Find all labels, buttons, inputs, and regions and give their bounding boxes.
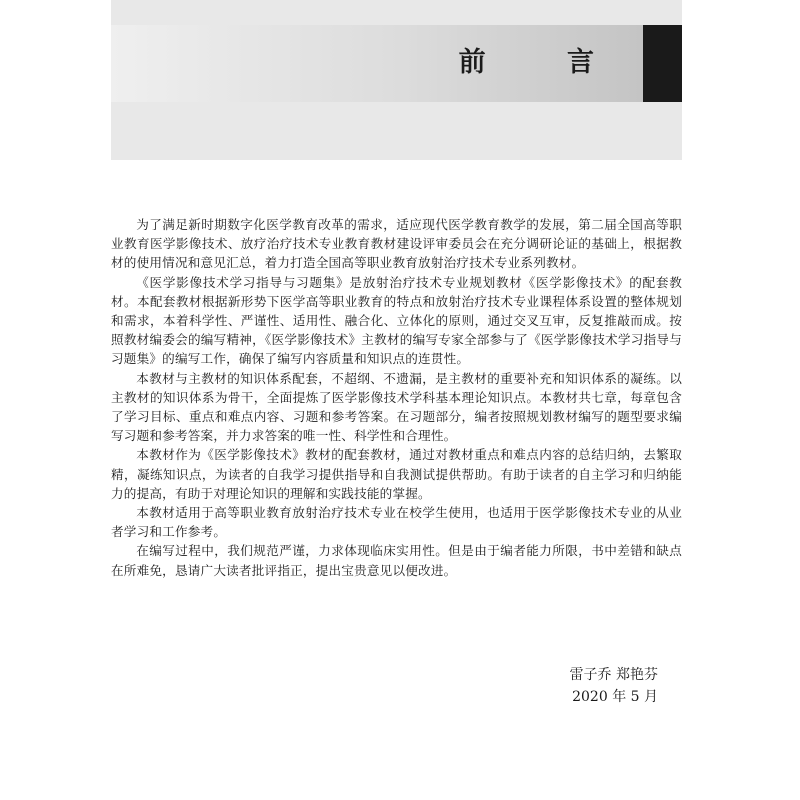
paragraph-2: 《医学影像技术学习指导与习题集》是放射治疗技术专业规划教材《医学影像技术》的配套教材。本配套教材根据新形势下医学高等职业教育的特点和放射治疗技术专业课程体系设置的整体规划和需求，本着科学性、严谨性、适用性、融合化、立体化的原则，通过交叉互审，反复推敲而成。按照教材编委会的编写精神，《医学影像技术》主教材的编写专家全部参与了《医学影像技术学习指导与习题集》的编写工作，确保了编写内容质量和知识点的连贯性。 — [111, 274, 682, 367]
author-names: 雷子乔 郑艳芬 — [569, 667, 658, 683]
paragraph-6: 在编写过程中，我们规范严谨，力求体现临床实用性。但是由于编者能力所限，书中差错和缺点在所难免，恳请广大读者批评指正，提出宝贵意见以便改进。 — [111, 543, 682, 578]
signature-block — [570, 664, 658, 708]
paragraph-4: 本教材作为《医学影像技术》教材的配套教材，通过对教材重点和难点内容的总结归纳，去繁取精，凝练知识点，为读者的自我学习提供指导和自我测试提供帮助。有助于读者的自主学习和归纳能力的提高，有助于对理论知识的理解和实践技能的掌握。 — [111, 447, 682, 501]
page-title: 前 言 — [458, 47, 630, 78]
paragraph-1: 为了满足新时期数字化医学教育改革的需求，适应现代医学教育教学的发展，第二届全国高等职业教育医学影像技术、放疗治疗技术专业教育教材建设评审委员会在充分调研论证的基础上，根据教材的使用情况和意见汇总，着力打造全国高等职业教育放射治疗技术专业系列教材。 — [111, 217, 682, 271]
paragraph-5: 本教材适用于高等职业教育放射治疗技术专业在校学生使用，也适用于医学影像技术专业的从业者学习和工作参考。 — [111, 505, 682, 540]
title-accent-block — [643, 25, 682, 102]
preface-body — [111, 215, 682, 580]
paragraph-3: 本教材与主教材的知识体系配套，不超纲、不遗漏，是主教材的重要补充和知识体系的凝练。以主教材的知识体系为骨干，全面提炼了医学影像技术学科基本理论知识点。本教材共七章，每章包含了学习目标、重点和难点内容、习题和参考答案。在习题部分，编者按照规划教材编写的题型要求编写习题和参考答案，并力求答案的唯一性、科学性和合理性。 — [111, 370, 682, 444]
signature-date: 2020 年 5 月 — [572, 689, 658, 705]
